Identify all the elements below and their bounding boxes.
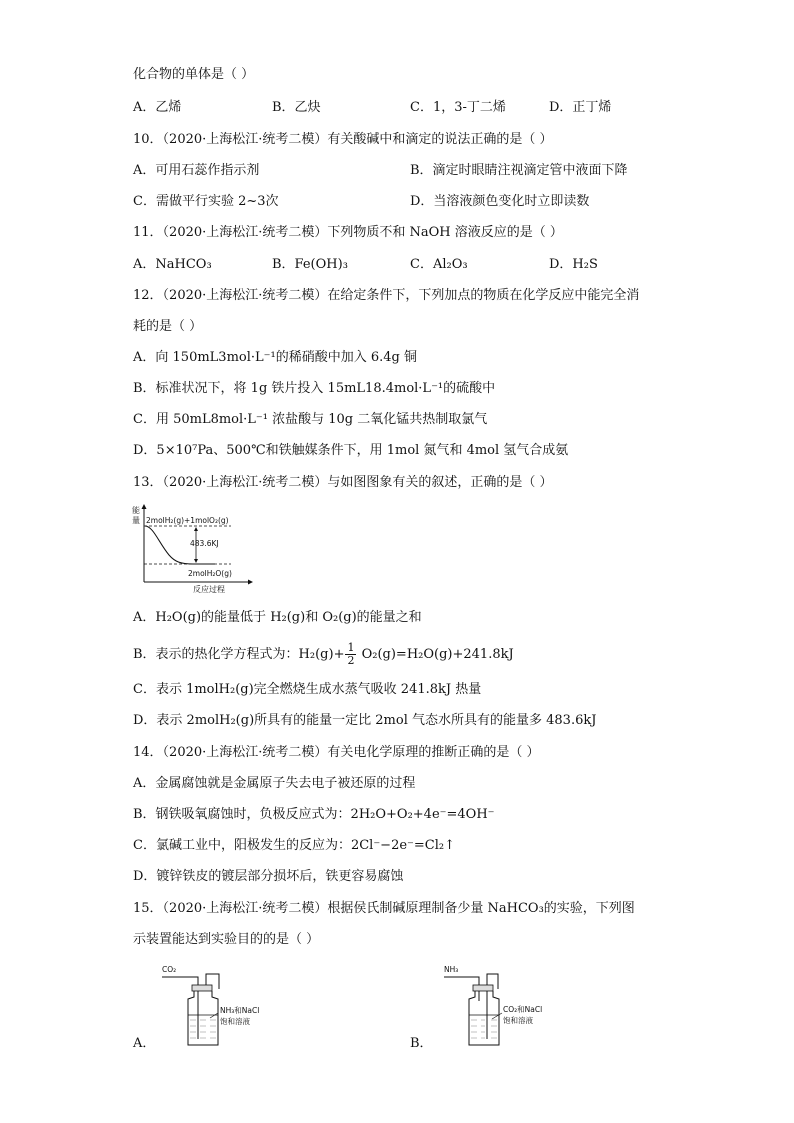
q13-option-d: D．表示 2molH₂(g)所具有的能量一定比 2mol 气态水所具有的能量多 483.6kJ bbox=[133, 713, 597, 728]
q14-stem: 14．（2020·上海松江·统考二模）有关电化学原理的推断正确的是（ ） bbox=[133, 745, 540, 760]
q10-option-c: C．需做平行实验 2~3次 bbox=[133, 194, 279, 209]
fraction-denominator: 2 bbox=[347, 654, 355, 667]
apparatus-a-gas-label: CO₂ bbox=[162, 965, 177, 974]
apparatus-b-bottle bbox=[469, 991, 499, 1045]
q12-option-c: C．用 50mL8mol·L⁻¹ 浓盐酸与 10g 二氧化锰共热制取氯气 bbox=[133, 412, 488, 427]
apparatus-a-label-2: 饱和溶液 bbox=[220, 1017, 250, 1026]
q13-stem: 13．（2020·上海松江·统考二模）与如图图象有关的叙述，正确的是（ ） bbox=[133, 475, 553, 490]
q12-stem-line2: 耗的是（ ） bbox=[133, 319, 203, 334]
apparatus-a-label-1: NH₃和NaCl bbox=[220, 1006, 260, 1015]
x-axis-label: 反应过程 bbox=[193, 585, 225, 594]
apparatus-a-bottle bbox=[188, 991, 218, 1045]
q9-option-c: C．1，3-丁二烯 bbox=[410, 100, 506, 115]
apparatus-a-stopper bbox=[192, 985, 212, 991]
q11-option-a: A．NaHCO₃ bbox=[133, 257, 212, 272]
q10-stem: 10．（2020·上海松江·统考二模）有关酸碱中和滴定的说法正确的是（ ） bbox=[133, 132, 553, 147]
q14-option-d: D．镀锌铁皮的镀层部分损坏后，铁更容易腐蚀 bbox=[133, 869, 404, 884]
q14-option-b: B．钢铁吸氧腐蚀时，负极反应式为：2H₂O+O₂+4e⁻=4OH⁻ bbox=[133, 807, 495, 822]
delta-arrow-head-top bbox=[194, 527, 198, 531]
q11-stem: 11．（2020·上海松江·统考二模）下列物质不和 NaOH 溶液反应的是（ ） bbox=[133, 225, 563, 240]
q9-option-d: D．正丁烯 bbox=[549, 100, 612, 115]
top-level-label: 2molH₂(g)+1molO₂(g) bbox=[146, 516, 229, 525]
q10-option-b: B．滴定时眼睛注视滴定管中液面下降 bbox=[410, 163, 628, 178]
apparatus-b-label-2: 饱和溶液 bbox=[503, 1016, 533, 1025]
fraction-one-half bbox=[345, 642, 356, 667]
q15-stem-line2: 示装置能达到实验目的的是（ ） bbox=[133, 932, 320, 947]
apparatus-b-label-1: CO₂和NaCl bbox=[503, 1005, 543, 1014]
q12-option-d: D．5×10⁷Pa、500℃和铁触媒条件下，用 1mol 氮气和 4mol 氢气合成氨 bbox=[133, 443, 569, 458]
apparatus-b-liquid bbox=[471, 1020, 497, 1038]
energy-axis-label-2: 量 bbox=[132, 516, 140, 525]
y-axis-arrow bbox=[142, 504, 147, 509]
q10-option-a: A．可用石蕊作指示剂 bbox=[133, 163, 260, 178]
q12-stem-line1: 12．（2020·上海松江·统考二模）在给定条件下，下列加点的物质在化学反应中能完全消 bbox=[133, 288, 640, 303]
fraction-numerator: 1 bbox=[347, 641, 355, 654]
q12-option-b: B．标准状况下，将 1g 铁片投入 15mL18.4mol·L⁻¹的硫酸中 bbox=[133, 381, 496, 396]
apparatus-a bbox=[160, 963, 280, 1053]
apparatus-b-pointer bbox=[492, 1013, 502, 1019]
q13-option-a: A．H₂O(g)的能量低于 H₂(g)和 O₂(g)的能量之和 bbox=[133, 610, 422, 625]
q13-option-c: C．表示 1molH₂(g)完全燃烧生成水蒸气吸收 241.8kJ 热量 bbox=[133, 682, 482, 697]
q15-option-a: A． bbox=[133, 1036, 156, 1051]
apparatus-b-stopper bbox=[473, 985, 493, 991]
q15-stem-line1: 15．（2020·上海松江·统考二模）根据侯氏制碱原理制备少量 NaHCO₃的实验，下列图 bbox=[133, 901, 635, 916]
delta-arrow-head-bottom bbox=[194, 559, 198, 563]
q11-option-b: B．Fe(OH)₃ bbox=[272, 257, 348, 272]
apparatus-b bbox=[440, 963, 560, 1053]
q14-option-c: C．氯碱工业中，阳极发生的反应为：2Cl⁻−2e⁻=Cl₂↑ bbox=[133, 838, 456, 853]
apparatus-a-liquid bbox=[190, 1020, 216, 1038]
q13-option-b-prefix: B．表示的热化学方程式为：H₂(g)+ bbox=[133, 647, 345, 662]
x-axis-arrow bbox=[248, 580, 253, 585]
apparatus-b-outlet-tube bbox=[487, 974, 498, 1039]
q9-stem-tail: 化合物的单体是（ ） bbox=[133, 67, 255, 82]
q9-option-b: B．乙炔 bbox=[272, 100, 321, 115]
q13-option-b bbox=[133, 642, 514, 667]
bottom-level-label: 2molH₂O(g) bbox=[188, 569, 232, 578]
apparatus-b-gas-label: NH₃ bbox=[444, 965, 459, 974]
q10-option-d: D．当溶液颜色变化时立即读数 bbox=[410, 194, 590, 209]
q11-option-c: C．Al₂O₃ bbox=[410, 257, 468, 272]
q9-option-a: A．乙烯 bbox=[133, 100, 182, 115]
energy-diagram bbox=[131, 503, 256, 596]
q11-option-d: D．H₂S bbox=[549, 257, 598, 272]
delta-label: 483.6KJ bbox=[190, 539, 219, 548]
q14-option-a: A．金属腐蚀就是金属原子失去电子被还原的过程 bbox=[133, 776, 416, 791]
q12-option-a: A．向 150mL3mol·L⁻¹的稀硝酸中加入 6.4g 铜 bbox=[133, 350, 417, 365]
apparatus-a-pointer bbox=[210, 1013, 218, 1018]
q13-option-b-suffix: O₂(g)=H₂O(g)+241.8kJ bbox=[357, 647, 514, 662]
q15-option-b: B． bbox=[410, 1036, 433, 1051]
energy-axis-label-1: 能 bbox=[132, 506, 140, 515]
